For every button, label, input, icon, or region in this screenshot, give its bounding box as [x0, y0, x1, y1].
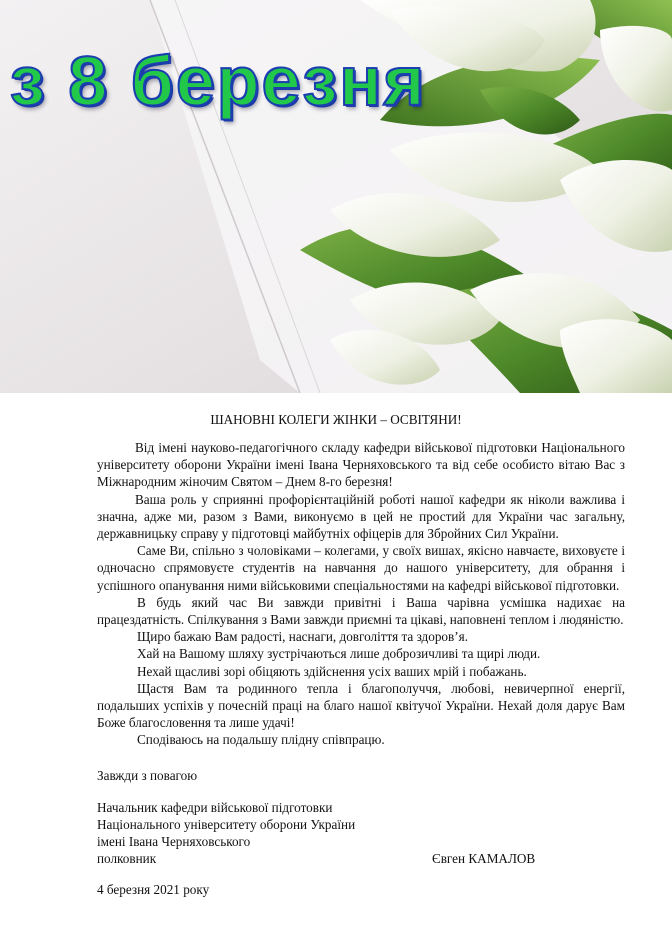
banner-title: з 8 березня: [10, 42, 427, 120]
letter-paragraph: Щастя Вам та родинного тепла і благополуччя, любові, невичерпної енергії, подальших успіхів у почесній праці на благо нашої квітучої України. Нехай доля дарує Вам Боже благословення та лише удачі!: [97, 680, 625, 731]
letter-heading: ШАНОВНІ КОЛЕГИ ЖІНКИ – ОСВІТЯНИ!: [210, 412, 462, 427]
letter-paragraph: Саме Ви, спільно з чоловіками – колегами, у своїх вишах, якісно навчаєте, виховуєте і одночасно спрямовуєте студентів на навчання до нашого університету, для обрання і успішного опанування ними військовими спеціальностями на кафедрі військової підготовки.: [97, 543, 625, 593]
letter-paragraph: Сподіваюсь на подальшу плідну співпрацю.: [137, 732, 385, 748]
signature-position-line-3: імені Івана Черняховського: [97, 834, 251, 849]
letter-paragraph: Від імені науково-педагогічного складу кафедри військової підготовки Національного університету оборони України імені Івана Черняховського та від себе особисто вітаю Вас з Міжнародним жіночим Святом – Днем 8-го березня!: [97, 440, 625, 490]
greeting-banner: [0, 0, 672, 393]
letter-body: [97, 439, 625, 749]
letter-paragraph: Ваша роль у сприянні профорієнтаційній роботі нашої кафедри як ніколи важлива і значна, адже ми, разом з Вами, виконуємо в цей не простий для України час загальну, державницьку справу у підготовці майбутніх офіцерів для Збройних Сил України.: [97, 491, 625, 542]
signature-rank: полковник: [97, 851, 157, 866]
signature-position-line-1: Начальник кафедри військової підготовки: [97, 800, 333, 815]
letter-paragraph: Щиро бажаю Вам радості, наснаги, довголіття та здоров’я.: [137, 629, 469, 645]
signature-position-line-2: Національного університету оборони України: [97, 817, 356, 832]
signature-name: Євген КАМАЛОВ: [432, 851, 536, 866]
letter-paragraph: Хай на Вашому шляху зустрічаються лише доброзичливі та щирі люди.: [137, 646, 541, 662]
letter-date: 4 березня 2021 року: [97, 882, 210, 897]
letter-paragraph: В будь який час Ви завжди привітні і Ваша чарівна усмішка надихає на працездатність. Спілкування з Вами завжди приємні та цікаві, наповнені теплом і людяністю.: [97, 594, 625, 628]
letter-closing: Завжди з повагою: [97, 768, 198, 783]
letter-paragraph: Нехай щасливі зорі обіцяють здійснення усіх ваших мрій і побажань.: [137, 663, 527, 679]
